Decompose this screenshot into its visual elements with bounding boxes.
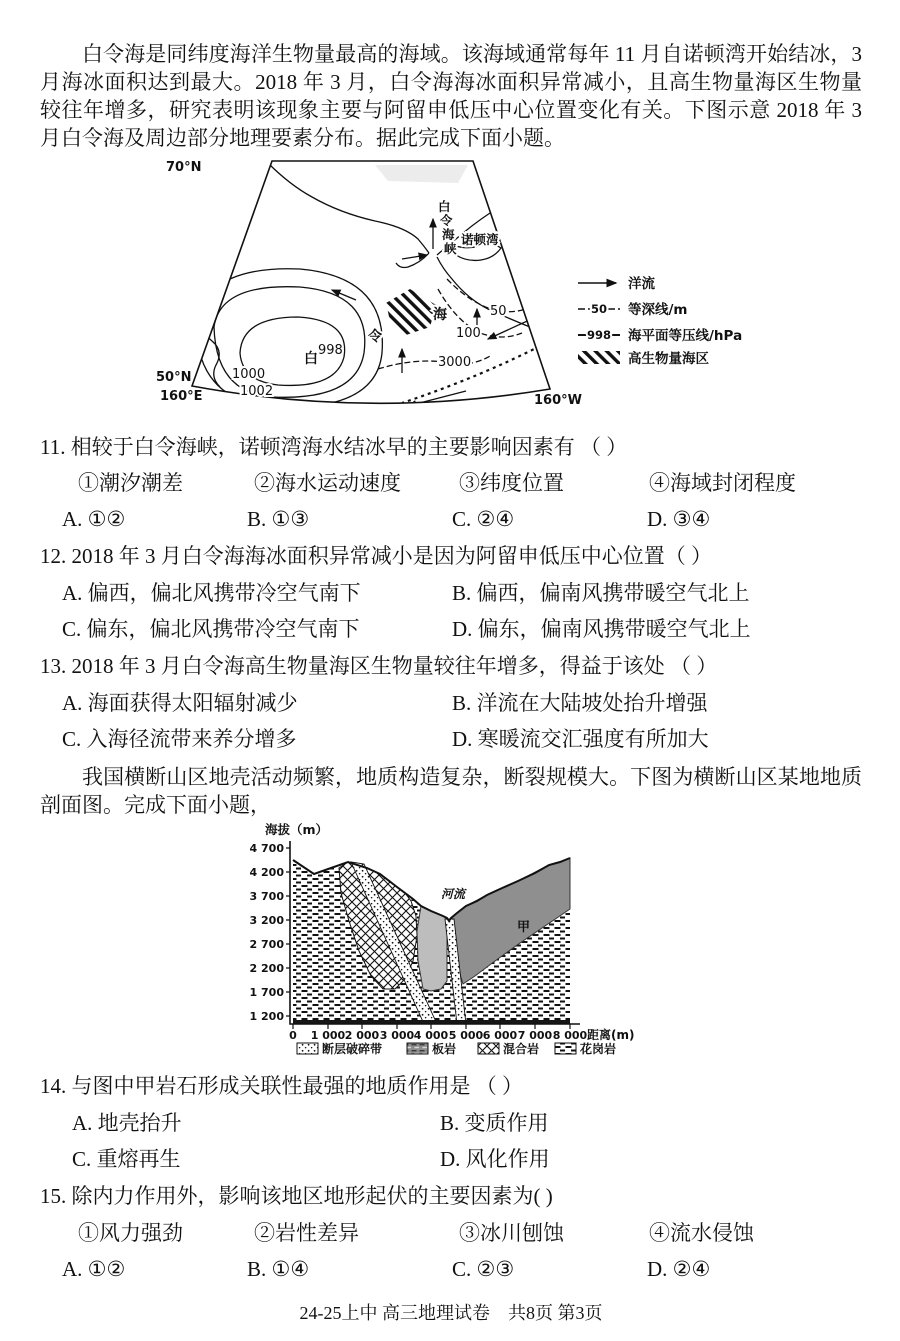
legend-biomass-label: 高生物量海区 <box>628 350 709 367</box>
svg-text:8 000: 8 000 <box>552 1029 588 1043</box>
isobath-3000-value: 3000 <box>438 354 472 370</box>
svg-text:3 200: 3 200 <box>249 914 284 928</box>
intro-paragraph-1: 白令海是同纬度海洋生物量最高的海域。该海域通常每年 11 月自诺顿湾开始结冰，3 月海冰面积达到最大。2018 年 3 月，白令海海冰面积异常减小，且高生物量海区生物量较往年增多，研究表明该现象主要与阿留申低压中心位置变化有关。下图示意 2018 年 3 月白令海及周边部分地理要素分布。据此完成下面小题。 <box>40 42 862 151</box>
isobar-1002-line <box>196 268 382 407</box>
question-14 <box>40 1073 862 1173</box>
svg-text:4 700: 4 700 <box>249 842 284 856</box>
svg-text:3 000: 3 000 <box>379 1029 415 1043</box>
q11-choices <box>40 506 862 533</box>
svg-text:0: 0 <box>289 1029 297 1043</box>
q15-options <box>40 1220 862 1247</box>
legend-migmatite-symbol <box>478 1043 499 1054</box>
q11-options <box>40 470 862 497</box>
q12-stem: 12. 2018 年 3 月白令海海冰面积异常减小是因为阿留申低压中心位置（ ） <box>40 544 712 569</box>
q14-stem: 14. 与图中甲岩石形成关联性最强的地质作用是 （ ） <box>40 1074 523 1099</box>
sea-ice-area <box>375 165 468 183</box>
legend-biomass-symbol <box>578 351 620 364</box>
svg-text:7 000: 7 000 <box>517 1029 553 1043</box>
q12-choice-d: D. 偏东，偏南风携带暖空气北上 <box>452 616 751 641</box>
q12-choices-row1 <box>40 580 862 607</box>
geologic-section-figure <box>235 821 862 1063</box>
q15-choice-d: D. ②④ <box>647 1256 711 1281</box>
q12-choices-row2 <box>40 616 862 643</box>
lon-160e-label: 160°E <box>160 388 203 404</box>
question-11 <box>40 434 862 534</box>
svg-text:2 200: 2 200 <box>249 962 284 976</box>
svg-text:5 000: 5 000 <box>448 1029 484 1043</box>
q14-choices-row2 <box>40 1146 862 1173</box>
svg-text:2 000: 2 000 <box>344 1029 380 1043</box>
legend-isobath-value: 50 <box>590 301 608 316</box>
q13-stem: 13. 2018 年 3 月白令海高生物量海区生物量较往年增多，得益于该处 （ ） <box>40 654 718 679</box>
q15-choice-a: A. ①② <box>62 1256 126 1281</box>
q15-stem: 15. 除内力作用外，影响该地区地形起伏的主要因素为( ) <box>40 1184 553 1209</box>
section-ytick-labels <box>250 842 285 1023</box>
lat-70n-label: 70°N <box>166 159 202 175</box>
svg-text:海: 海 <box>442 226 455 242</box>
q14-choice-b: B. 变质作用 <box>440 1110 549 1135</box>
q14-choice-c: C. 重熔再生 <box>72 1147 181 1172</box>
svg-text:1 700: 1 700 <box>249 986 284 1000</box>
geologic-section <box>235 821 695 1058</box>
q13-choices-row2 <box>40 726 862 753</box>
q11-choice-d: D. ③④ <box>647 507 711 532</box>
svg-text:4 200: 4 200 <box>249 866 284 880</box>
legend-granite-symbol <box>555 1043 576 1054</box>
legend-fault-symbol <box>297 1043 318 1054</box>
section-legend <box>297 1041 616 1056</box>
q11-stem: 11. 相较于白令海峡，诺顿湾海水结冰早的主要影响因素有 （ ） <box>40 434 628 459</box>
q11-opt-1: ①潮汐潮差 <box>78 470 183 495</box>
legend-fault-label: 断层破碎带 <box>322 1042 383 1057</box>
sea-name-char3: 海 <box>433 306 447 323</box>
svg-text:1 000: 1 000 <box>310 1029 346 1043</box>
isobar-998-value: 998 <box>318 342 343 358</box>
high-biomass-area <box>386 289 436 335</box>
legend-current-label: 洋流 <box>628 275 655 292</box>
q15-opt-1: ①风力强劲 <box>78 1220 183 1245</box>
q11-choice-a: A. ①② <box>62 507 126 532</box>
isobar-1000-value: 1000 <box>232 366 266 382</box>
slate-unit-left <box>417 906 447 991</box>
section-xlabel: 距离(m) <box>587 1028 635 1043</box>
svg-text:4 000: 4 000 <box>413 1029 449 1043</box>
q15-opt-2: ②岩性差异 <box>254 1220 359 1245</box>
q12-choice-b: B. 偏西，偏南风携带暖空气北上 <box>452 580 750 605</box>
legend-isobar-value: 998 <box>586 327 612 342</box>
legend-slate-label: 板岩 <box>432 1042 457 1057</box>
isobath-3000-line <box>378 355 492 369</box>
lon-160w-label: 160°W <box>534 392 582 408</box>
svg-text:白: 白 <box>438 198 451 214</box>
isobar-1002-value: 1002 <box>240 383 274 399</box>
bering-sea-map <box>150 157 870 419</box>
map-legend <box>578 275 742 367</box>
legend-isobath-label: 等深线/m <box>628 301 688 318</box>
q14-choice-d: D. 风化作用 <box>440 1147 550 1172</box>
q14-choice-a: A. 地壳抬升 <box>72 1110 182 1135</box>
bering-sea-map-figure <box>150 157 862 424</box>
q11-opt-2: ②海水运动速度 <box>254 470 401 495</box>
intro-paragraph-2: 我国横断山区地壳活动频繁，地质构造复杂，断裂规模大。下图为横断山区某地地质剖面图。完成下面小题， <box>40 765 862 818</box>
q11-opt-4: ④海域封闭程度 <box>649 470 796 495</box>
bering-strait-label <box>438 199 457 256</box>
q15-choices <box>40 1256 862 1283</box>
question-12 <box>40 543 862 643</box>
q15-choice-b: B. ①④ <box>247 1256 310 1281</box>
svg-text:1 200: 1 200 <box>249 1010 284 1024</box>
svg-text:2 700: 2 700 <box>249 938 284 952</box>
svg-text:6 000: 6 000 <box>482 1029 518 1043</box>
q13-choice-c: C. 入海径流带来养分增多 <box>62 726 297 751</box>
legend-isobar-label: 海平面等压线/hPa <box>628 327 743 344</box>
svg-text:峡: 峡 <box>444 240 457 256</box>
norton-bay-label: 诺顿湾 <box>461 231 499 247</box>
q11-choice-b: B. ①③ <box>247 507 310 532</box>
q15-opt-3: ③冰川刨蚀 <box>459 1220 564 1245</box>
legend-slate-symbol <box>407 1043 428 1054</box>
q13-choice-b: B. 洋流在大陆坡处抬升增强 <box>452 690 708 715</box>
sea-name-char1: 白 <box>304 350 318 367</box>
isobath-100-value: 100 <box>456 325 481 341</box>
q13-choice-d: D. 寒暖流交汇强度有所加大 <box>452 726 709 751</box>
q13-choice-a: A. 海面获得太阳辐射减少 <box>62 690 298 715</box>
legend-granite-label: 花岗岩 <box>580 1042 617 1057</box>
q11-choice-c: C. ②④ <box>452 507 515 532</box>
question-13 <box>40 653 862 753</box>
q15-opt-4: ④流水侵蚀 <box>649 1220 754 1245</box>
q13-choices-row1 <box>40 690 862 717</box>
q15-choice-c: C. ②③ <box>452 1256 515 1281</box>
question-15 <box>40 1183 862 1283</box>
q12-choice-c: C. 偏东，偏北风携带冷空气南下 <box>62 616 360 641</box>
q12-choice-a: A. 偏西，偏北风携带冷空气南下 <box>62 580 361 605</box>
section-xtick-labels <box>289 1029 587 1042</box>
svg-text:3 700: 3 700 <box>249 890 284 904</box>
q14-choices-row1 <box>40 1110 862 1137</box>
isobath-50-value: 50 <box>490 303 507 319</box>
coastline-alaska-south <box>437 257 549 337</box>
page-footer: 24-25上中 高三地理试卷 共8页 第3页 <box>299 1303 603 1324</box>
legend-migmatite-label: 混合岩 <box>503 1042 540 1057</box>
svg-text:令: 令 <box>440 212 453 228</box>
q11-opt-3: ③纬度位置 <box>459 470 564 495</box>
aleutian-arc <box>402 343 546 403</box>
sea-name-char2: 令 <box>368 328 382 345</box>
section-ylabel: 海拔（m） <box>265 822 329 838</box>
jia-label: 甲 <box>517 920 531 936</box>
river-label: 河流 <box>440 887 466 902</box>
lat-50n-label: 50°N <box>156 369 192 385</box>
